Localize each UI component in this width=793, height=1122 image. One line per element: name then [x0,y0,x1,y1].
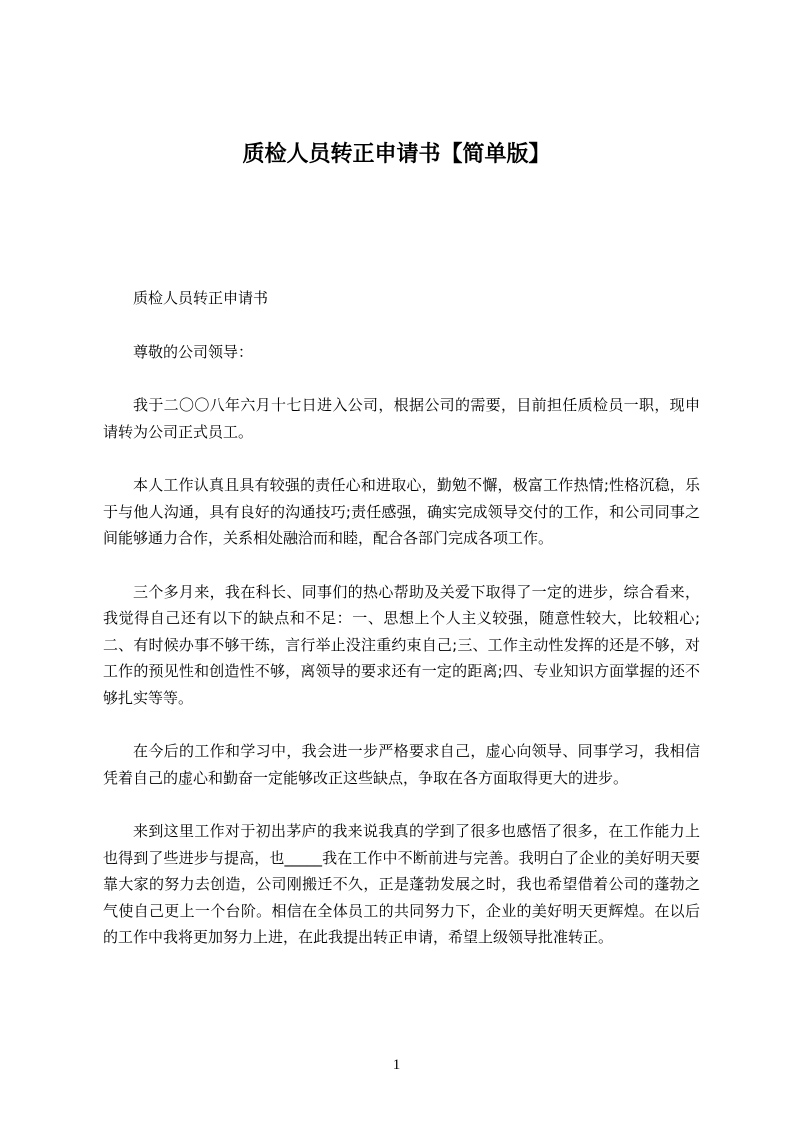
paragraph-introduction: 我于二〇〇八年六月十七日进入公司，根据公司的需要，目前担任质检员一职，现申请转为公司正式员工。 [103,396,700,441]
document-title: 质检人员转正申请书【简单版】 [242,142,551,167]
document-body [103,285,700,978]
paragraph-shortcomings: 三个多月来，我在科长、同事们的热心帮助及关爱下取得了一定的进步，综合看来，我觉得自己还有以下的缺点和不足：一、思想上个人主义较强，随意性较大，比较粗心;二、有时候办事不够干练，言行举止没注重约束自己;三、工作主动性发挥的还是不够，对工作的预见性和创造性不够，离领导的要求还有一定的距离;四、专业知识方面掌握的还不够扎实等等。 [103,582,700,707]
paragraph-salutation: 尊敬的公司领导： [133,342,254,361]
paragraph-future-plan: 在今后的工作和学习中，我会进一步严格要求自己，虚心向领导、同事学习，我相信凭着自己的虚心和勤奋一定能够改正这些缺点，争取在各方面取得更大的进步。 [103,742,700,787]
paragraph-conclusion: 来到这里工作对于初出茅庐的我来说我真的学到了很多也感悟了很多，在工作能力上也得到了些进步与提高，也_____我在工作中不断前进与完善。我明白了企业的美好明天要靠大家的努力去创造，公司刚搬迁不久，正是蓬勃发展之时，我也希望借着公司的蓬勃之气使自己更上一个台阶。相信在全体员工的共同努力下，企业的美好明天更辉煌。在以后的工作中我将更加努力上进，在此我提出转正申请，希望上级领导批准转正。 [103,822,700,946]
page-number: 1 [392,1057,401,1073]
paragraph-self-assessment: 本人工作认真且具有较强的责任心和进取心，勤勉不懈，极富工作热情;性格沉稳，乐于与他人沟通，具有良好的沟通技巧;责任感强，确实完成领导交付的工作，和公司同事之间能够通力合作，关系相处融洽而和睦，配合各部门完成各项工作。 [103,476,700,547]
paragraph-subtitle: 质检人员转正申请书 [133,289,269,307]
